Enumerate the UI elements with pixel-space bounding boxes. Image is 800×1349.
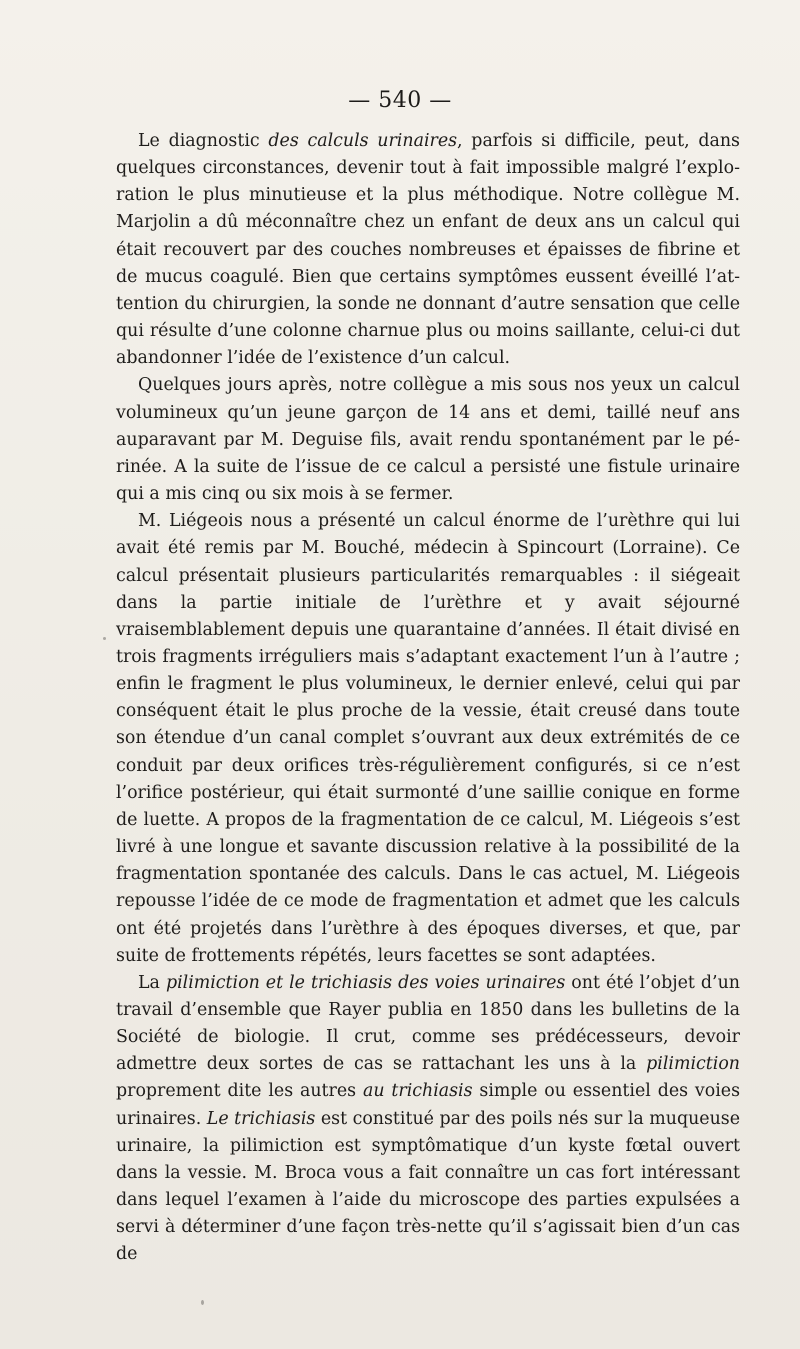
bottom-speck	[201, 1300, 204, 1305]
paragraph-diagnostic-calculs: Le diagnostic des calculs urinaires, parfois si difficile, peut, dans quelques circonstances, devenir tout à fait impossible malgré l’exploration le plus minutieuse et la plus méthodique. Notre collègue M. Marjolin a dû méconnaître chez un enfant de deux ans un calcul qui était recouvert par des couches nombreuses et épaisses de fibrine et de mucus coagulé. Bien que certains symptômes eussent éveillé l’attention du chirurgien, la sonde ne donnant d’autre sensation que celle qui résulte d’une colonne charnue plus ou moins saillante, celui-ci dut abandonner l’idée de l’existence d’un calcul.	[116, 131, 740, 369]
paragraph-liegeois-calcul: M. Liégeois nous a présenté un calcul énorme de l’urèthre qui lui avait été remis par M. Bouché, médecin à Spincourt (Lorraine). Ce calcul présentait plusieurs particularités remarquables : il siégeait dans la partie initiale de l’urèthre et y avait séjourné vraisemblablement depuis une quarantaine d’années. Il était divisé en trois fragments irréguliers mais s’adaptant exactement l’un à l’autre ; enfin le fragment le plus volumineux, le dernier enlevé, celui qui par conséquent était le plus proche de la vessie, était creusé dans toute son étendue d’un canal complet s’ouvrant aux deux extrémités de ce conduit par deux orifices très-régulièrement configurés, si ce n’est l’orifice postérieur, qui était surmonté d’une saillie conique en forme de luette. A propos de la fragmentation de ce calcul, M. Liégeois s’est livré à une longue et savante discussion relative à la possibilité de la fragmentation spontanée des calculs. Dans le cas actuel, M. Liégeois repousse l’idée de ce mode de fragmentation et admet que les calculs ont été projetés dans l’urèthre à des époques diverses, et que, par suite de frottements répétés, leurs facettes se sont adaptées.	[116, 511, 740, 966]
paragraph-calcul-volumineux: Quelques jours après, notre collègue a mis sous nos yeux un calcul volumineux qu’un jeune garçon de 14 ans et demi, taillé neuf ans auparavant par M. Deguise fils, avait rendu spontanément par le périnée. A la suite de l’issue de ce calcul a persisté une fistule urinaire qui a mis cinq ou six mois à se fermer.	[116, 375, 740, 505]
paragraph-pilimiction-trichiasis: La pilimiction et le trichiasis des voies urinaires ont été l’objet d’un travail d’ensemble que Rayer publia en 1850 dans les bulletins de la Société de biologie. Il crut, comme ses prédécesseurs, devoir admettre deux sortes de cas se rattachant les uns à la pilimiction proprement dite les autres au trichiasis simple ou essentiel des voies urinaires. Le trichiasis est constitué par des poils nés sur la muqueuse urinaire, la pilimiction est symptômatique d’un kyste fœtal ouvert dans la vessie. M. Broca vous a fait connaître un cas fort intéressant dans lequel l’examen à l’aide du microscope des parties expulsées a servi à déterminer d’une façon très-nette qu’il s’agissait bien d’un cas de	[116, 972, 741, 1265]
page-number: — 540 —	[348, 88, 452, 113]
margin-speck	[103, 637, 106, 640]
body-text	[116, 128, 740, 1269]
